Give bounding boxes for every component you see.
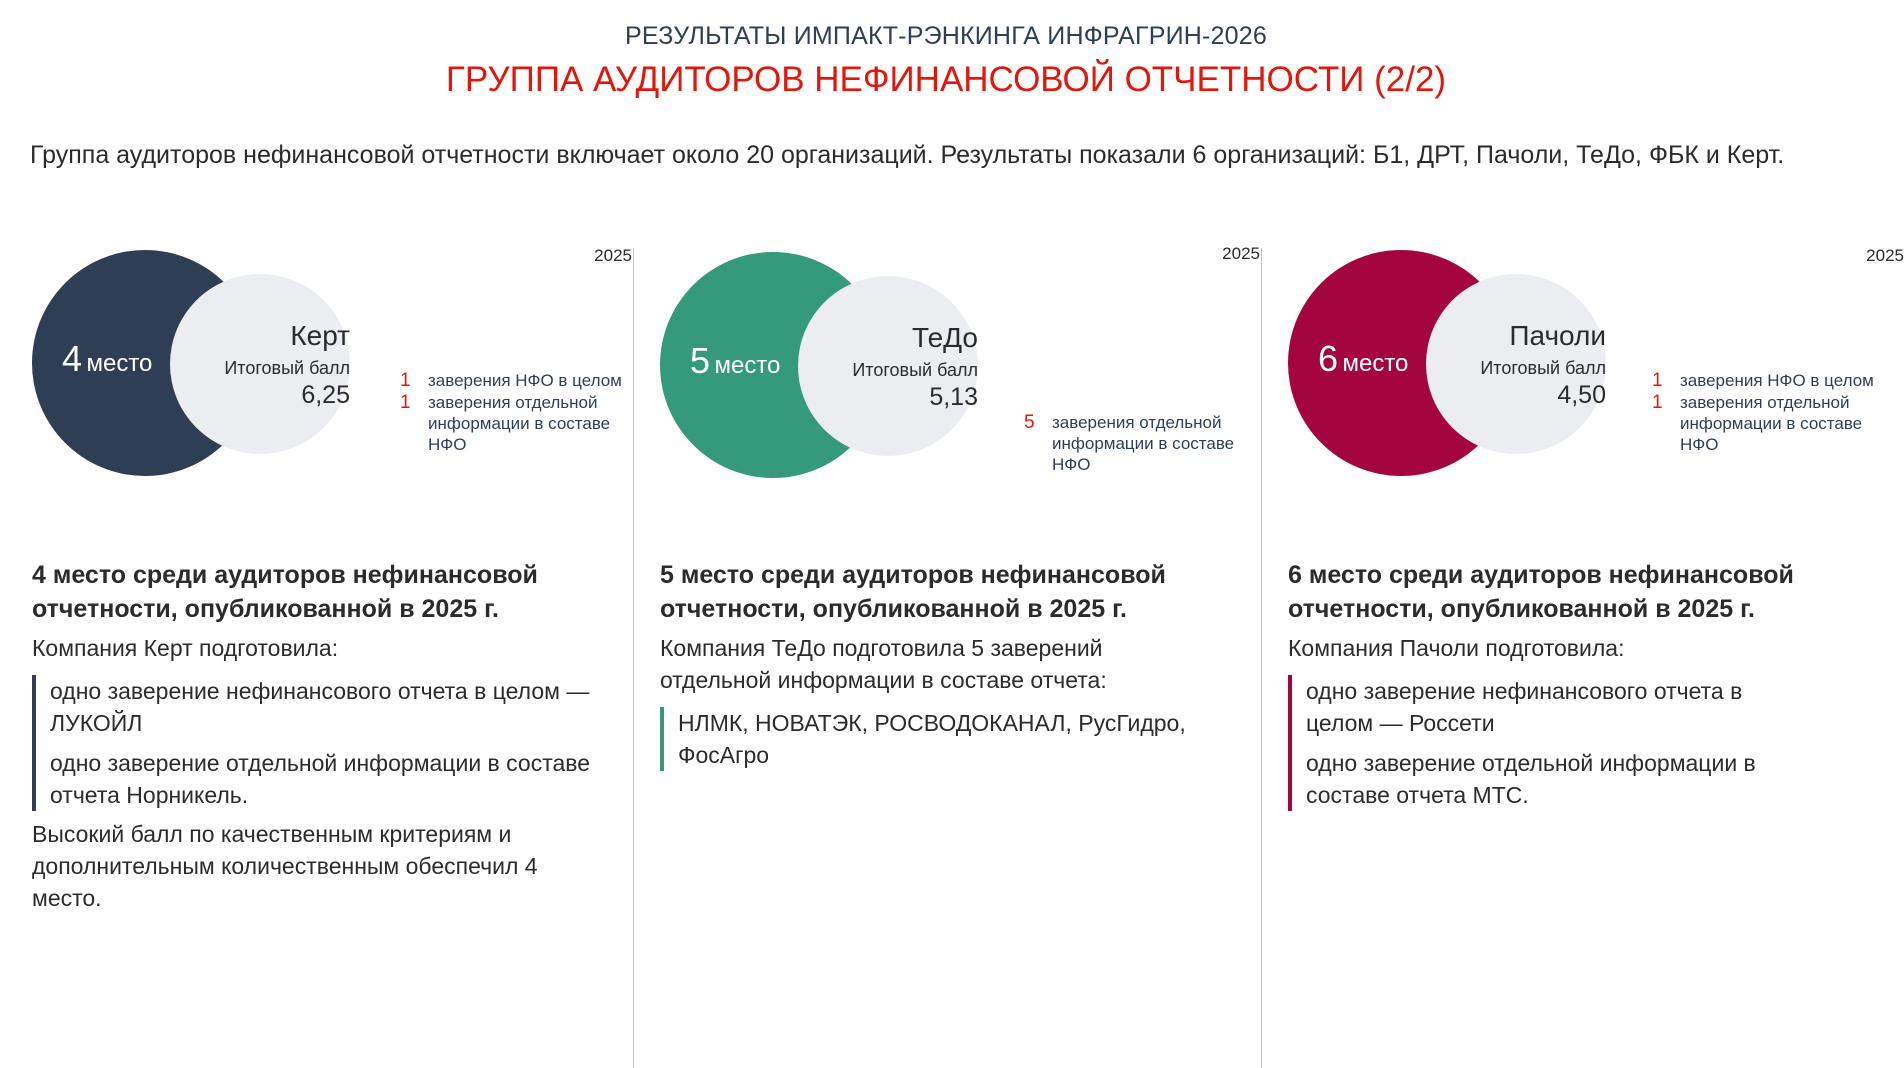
stat-item: 1 заверения отдельной информации в составе НФО: [400, 392, 611, 454]
bullet-list: [660, 707, 1238, 771]
year-label: 2025: [1222, 244, 1260, 263]
score-value: 5,13: [929, 383, 978, 411]
bullet-item: одно заверение отдельной информации в составе отчета Норникель.: [50, 750, 591, 808]
column-divider: [633, 248, 634, 1068]
place-label: 4 место: [62, 338, 153, 379]
place-heading: 5 место среди аудиторов нефинансовой отчетности, опубликованной в 2025 г.: [660, 561, 1166, 623]
auditor-card-kert: [32, 240, 632, 1060]
score-label: Итоговый балл: [1480, 358, 1606, 378]
place-label: 6 место: [1318, 338, 1409, 379]
lead-text: Компания Пачоли подготовила:: [1288, 635, 1625, 661]
score-value: 4,50: [1557, 381, 1606, 409]
stats-list: [1652, 370, 1884, 456]
bullet-item: одно заверение нефинансового отчета в целом — Россети: [1306, 678, 1743, 736]
company-name: Пачоли: [1509, 320, 1606, 351]
bullet-list: [1288, 675, 1806, 811]
stat-item: 5 заверения отдельной информации в составе НФО: [1024, 412, 1235, 474]
stat-item: 1 заверения отдельной информации в составе НФО: [1652, 392, 1863, 454]
bullet-item: НЛМК, НОВАТЭК, РОСВОДОКАНАЛ, РусГидро, ФосАгро: [678, 710, 1186, 768]
score-label: Итоговый балл: [852, 360, 978, 380]
bullet-item: одно заверение отдельной информации в составе отчета МТС.: [1306, 750, 1756, 808]
footer-text: Высокий балл по качественным критериям и дополнительным количественным обеспечил 4 место.: [32, 821, 538, 911]
column-divider: [1261, 248, 1262, 1068]
company-name: ТеДо: [912, 322, 978, 353]
place-heading: 6 место среди аудиторов нефинансовой отчетности, опубликованной в 2025 г.: [1288, 561, 1794, 623]
page-title: ГРУППА АУДИТОРОВ НЕФИНАНСОВОЙ ОТЧЕТНОСТИ (2/2): [445, 60, 1447, 99]
page-subtitle: РЕЗУЛЬТАТЫ ИМПАКТ-РЭНКИНГА ИНФРАГРИН-2026: [625, 22, 1267, 50]
stats-list: [1024, 412, 1256, 476]
lead-text: Компания Керт подготовила:: [32, 635, 339, 661]
year-label: 2025: [1866, 246, 1904, 265]
year-label: 2025: [594, 246, 632, 265]
stat-item: 1 заверения НФО в целом: [1652, 370, 1874, 391]
stat-item: 1 заверения НФО в целом: [400, 370, 622, 391]
auditor-card-pacholi: [1288, 240, 1904, 1060]
intro-text: Группа аудиторов нефинансовой отчетности включает около 20 организаций. Результаты показали 6 организаций: Б1, ДРТ, Пачоли, ТеДо, ФБК и Керт.: [30, 141, 1785, 169]
bullet-list: [32, 675, 610, 811]
bullet-item: одно заверение нефинансового отчета в целом — ЛУКОЙЛ: [50, 678, 590, 736]
score-value: 6,25: [301, 381, 350, 409]
company-name: Керт: [290, 320, 350, 351]
stats-list: [400, 370, 632, 456]
place-heading: 4 место среди аудиторов нефинансовой отчетности, опубликованной в 2025 г.: [32, 561, 538, 623]
auditor-card-tedo: [660, 240, 1260, 1060]
lead-text: Компания ТеДо подготовила 5 заверений отдельной информации в составе отчета:: [660, 635, 1107, 693]
score-label: Итоговый балл: [224, 358, 350, 378]
place-label: 5 место: [690, 340, 781, 381]
